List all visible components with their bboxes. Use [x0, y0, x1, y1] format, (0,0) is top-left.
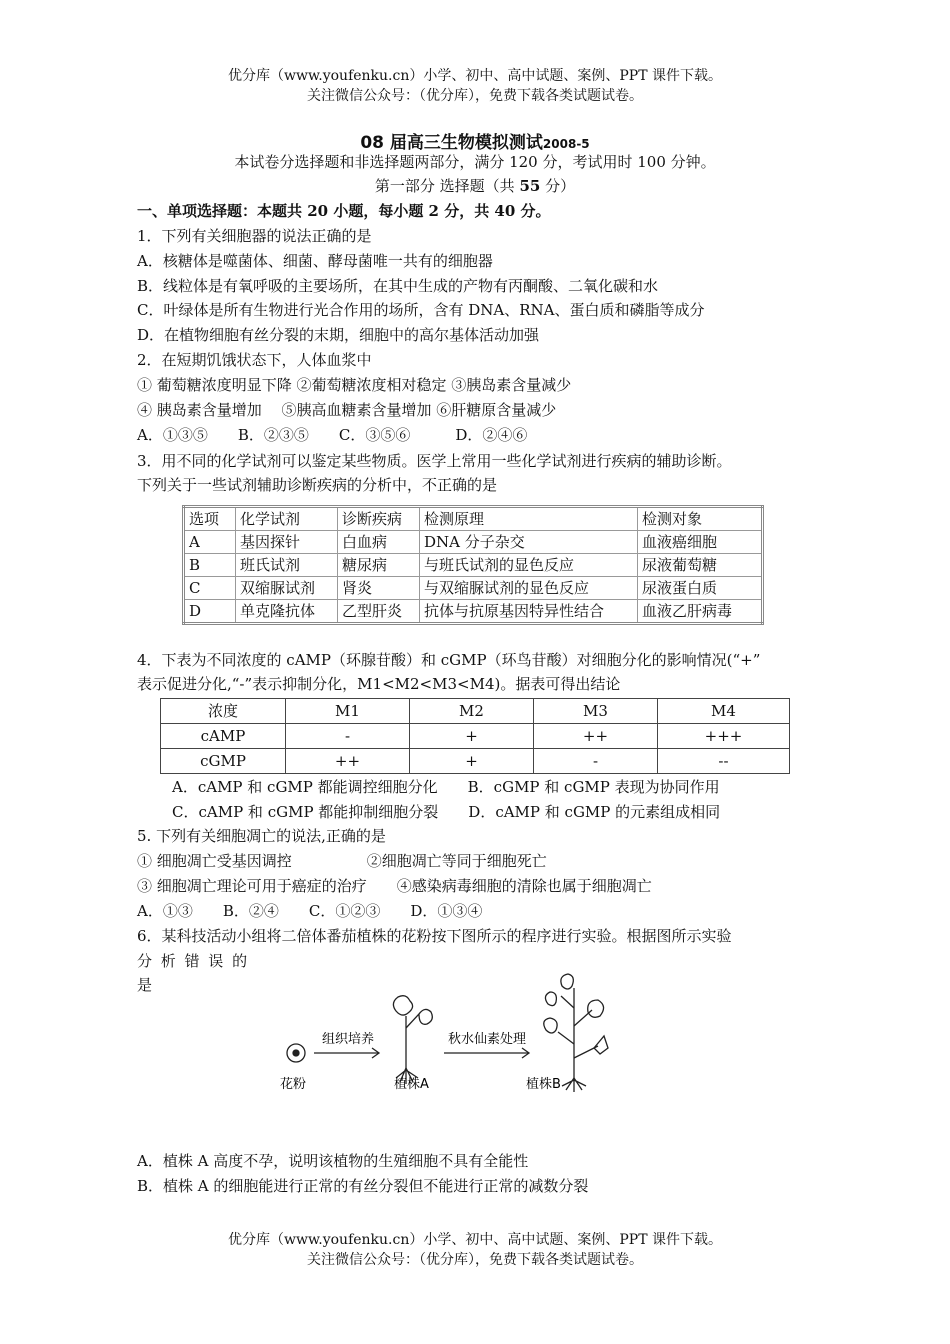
table-header-cell: 诊断疾病	[338, 507, 420, 531]
diagram-label-arrow2: 秋水仙素处理	[448, 1032, 527, 1047]
table-header-cell: M4	[658, 699, 790, 724]
q2-items-row1: ① 葡萄糖浓度明显下降 ②葡萄糖浓度相对稳定 ③胰岛素含量减少	[137, 376, 572, 394]
q2-items-row2: ④ 胰岛素含量增加 ⑤胰高血糖素含量增加 ⑥肝糖原含量减少	[137, 401, 557, 419]
q5-items-row2: ③ 细胞凋亡理论可用于癌症的治疗 ④感染病毒细胞的清除也属于细胞凋亡	[137, 877, 652, 895]
site-header-line2: 关注微信公众号：（优分库），免费下载各类试题试卷。	[307, 88, 643, 104]
section-heading: 一、单项选择题：本题共 20 小题，每小题 2 分，共 40 分。	[137, 202, 551, 220]
q3-stem-line2: 下列关于一些试剂辅助诊断疾病的分析中，不正确的是	[137, 476, 498, 494]
table-header-cell: 化学试剂	[236, 507, 338, 531]
table-cell: D	[184, 600, 236, 624]
table-cell: 白血病	[338, 531, 420, 554]
diagram-label-plant-a: 植株A	[394, 1077, 429, 1092]
table-row	[184, 531, 763, 554]
table-row	[184, 600, 763, 624]
exam-intro: 本试卷分选择题和非选择题两部分，满分 120 分，考试用时 100 分钟。	[234, 153, 716, 171]
site-footer-line1: 优分库（www.youfenku.cn）小学、初中、高中试题、案例、PPT 课件下载。	[227, 1232, 722, 1248]
table-row	[161, 724, 790, 749]
table-cell: 血液乙肝病毒	[638, 600, 763, 624]
q6-stem-line1: 6．某科技活动小组将二倍体番茄植株的花粉按下图所示的程序进行实验。根据图所示实验	[137, 927, 732, 945]
diagram-label-pollen: 花粉	[280, 1077, 307, 1092]
diagram-label-plant-b: 植株B	[526, 1077, 561, 1092]
exam-title: 08 届高三生物模拟测试	[360, 133, 543, 153]
table-row	[161, 749, 790, 774]
table-cell: DNA 分子杂交	[420, 531, 638, 554]
table-cell: 基因探针	[236, 531, 338, 554]
table-cell: ++	[286, 749, 410, 774]
q1-stem: 1．下列有关细胞器的说法正确的是	[137, 227, 372, 245]
q6-option-b: B．植株 A 的细胞能进行正常的有丝分裂但不能进行正常的减数分裂	[137, 1177, 589, 1195]
q1-option-b: B．线粒体是有氧呼吸的主要场所，在其中生成的产物有丙酮酸、二氧化碳和水	[137, 277, 659, 295]
part-score: 55	[519, 177, 541, 195]
table-cell: cAMP	[161, 724, 286, 749]
exam-date: 2008-5	[542, 137, 590, 151]
q1-option-d: D．在植物细胞有丝分裂的末期，细胞中的高尔基体活动加强	[137, 326, 540, 344]
table-cell: cGMP	[161, 749, 286, 774]
table-row	[184, 554, 763, 577]
table-cell: +	[410, 724, 534, 749]
table-cell: 肾炎	[338, 577, 420, 600]
table-cell: 与双缩脲试剂的显色反应	[420, 577, 638, 600]
site-header-line1: 优分库（www.youfenku.cn）小学、初中、高中试题、案例、PPT 课件下载。	[227, 68, 722, 84]
table-header-cell: 检测原理	[420, 507, 638, 531]
q4-stem-line1: 4．下表为不同浓度的 cAMP（环腺苷酸）和 cGMP（环鸟苷酸）对细胞分化的影响情况(“+”	[137, 651, 761, 669]
table-cell: C	[184, 577, 236, 600]
table-cell: 尿液蛋白质	[638, 577, 763, 600]
q6-experiment-diagram	[276, 966, 616, 1101]
table-cell: 双缩脲试剂	[236, 577, 338, 600]
table-cell: ++	[534, 724, 658, 749]
q6-stem-line3: 是	[137, 976, 153, 994]
q4-options-cd: C．cAMP 和 cGMP 都能抑制细胞分裂 D．cAMP 和 cGMP 的元素组成相同	[172, 803, 721, 821]
q2-stem: 2．在短期饥饿状态下，人体血浆中	[137, 351, 372, 369]
q6-stem-line2: 分 析 错 误 的	[137, 952, 250, 970]
site-footer-line2: 关注微信公众号：（优分库），免费下载各类试题试卷。	[307, 1252, 643, 1268]
q6-option-a: A．植株 A 高度不孕，说明该植物的生殖细胞不具有全能性	[137, 1152, 529, 1170]
table-cell: --	[658, 749, 790, 774]
q2-options: A．①③⑤ B．②③⑤ C．③⑤⑥ D．②④⑥	[137, 426, 528, 444]
pollen-nucleus-icon	[293, 1050, 299, 1056]
table-cell: +	[410, 749, 534, 774]
q5-stem: 5. 下列有关细胞凋亡的说法,正确的是	[137, 827, 386, 845]
q5-items-row1: ① 细胞凋亡受基因调控 ②细胞凋亡等同于细胞死亡	[137, 852, 547, 870]
table-header-row	[161, 699, 790, 724]
table-cell: 班氏试剂	[236, 554, 338, 577]
table-cell: 单克隆抗体	[236, 600, 338, 624]
table-header-cell: 浓度	[161, 699, 286, 724]
table-cell: 尿液葡萄糖	[638, 554, 763, 577]
table-cell: +++	[658, 724, 790, 749]
table-header-cell: 选项	[184, 507, 236, 531]
diagram-label-arrow1: 组织培养	[322, 1032, 375, 1047]
table-cell: 血液癌细胞	[638, 531, 763, 554]
table-cell: B	[184, 554, 236, 577]
part-pre: 第一部分 选择题（共	[374, 177, 520, 195]
table-cell: 糖尿病	[338, 554, 420, 577]
table-cell: A	[184, 531, 236, 554]
part-heading	[0, 175, 950, 196]
q4-options-ab: A．cAMP 和 cGMP 都能调控细胞分化 B．cGMP 和 cGMP 表现为协同作用	[172, 778, 720, 796]
table-cell: 抗体与抗原基因特异性结合	[420, 600, 638, 624]
q3-table	[182, 505, 764, 625]
table-row	[184, 577, 763, 600]
q4-stem-line2: 表示促进分化,“-”表示抑制分化，M1<M2<M3<M4)。据表可得出结论	[137, 675, 621, 693]
q1-option-a: A．核糖体是噬菌体、细菌、酵母菌唯一共有的细胞器	[137, 252, 493, 270]
q4-table	[160, 698, 790, 774]
plant-b-icon	[544, 974, 608, 1092]
table-header-cell: M1	[286, 699, 410, 724]
table-header-cell: M2	[410, 699, 534, 724]
table-header-row	[184, 507, 763, 531]
q5-options: A．①③ B．②④ C．①②③ D．①③④	[137, 902, 483, 920]
table-cell: 与班氏试剂的显色反应	[420, 554, 638, 577]
table-header-cell: 检测对象	[638, 507, 763, 531]
q1-option-c: C．叶绿体是所有生物进行光合作用的场所，含有 DNA、RNA、蛋白质和磷脂等成分	[137, 301, 705, 319]
table-cell: 乙型肝炎	[338, 600, 420, 624]
q3-stem-line1: 3．用不同的化学试剂可以鉴定某些物质。医学上常用一些化学试剂进行疾病的辅助诊断。	[137, 452, 732, 470]
part-post: 分）	[540, 177, 576, 195]
table-cell: -	[286, 724, 410, 749]
table-cell: -	[534, 749, 658, 774]
table-header-cell: M3	[534, 699, 658, 724]
plant-a-icon	[393, 996, 432, 1084]
page-title	[0, 128, 950, 153]
